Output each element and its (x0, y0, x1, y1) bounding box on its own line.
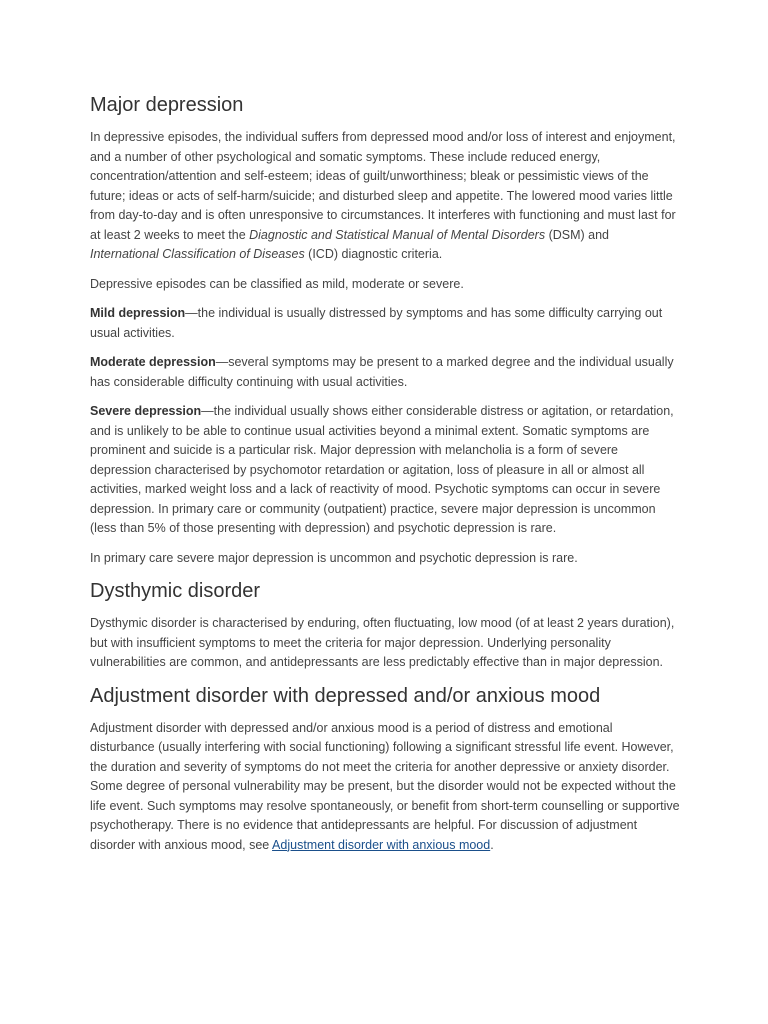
text-span: (DSM) and (545, 227, 610, 242)
italic-icd-title: International Classification of Diseases (90, 247, 305, 261)
paragraph-moderate (90, 353, 680, 392)
italic-dsm-title: Diagnostic and Statistical Manual of Mental Disorders (249, 227, 546, 242)
paragraph-mild (90, 304, 680, 343)
term-severe-depression: Severe depression (90, 404, 202, 418)
paragraph-dysthymic: Dysthymic disorder is characterised by enduring, often fluctuating, low mood (of at least 2 years duration), but with insufficient symptoms to meet the criteria for major depression. Underlying personality vulnerabilities are common, and antidepressants are less predictably effective than in major depression. (90, 616, 675, 669)
text-span: —the individual usually shows either considerable distress or agitation, or retardation, and is unlikely to be able to continue usual activities beyond a minimal extent. Somatic symptoms are prominent and suicide is a particular risk. Major depression with melancholia is a form of severe depression characterised by psychomotor retardation or agitation, loss of pleasure in all or almost all activities, marked weight loss and a lack of reactivity of mood. Psychotic symptoms can occur in severe depression. In primary care or community (outpatient) practice, severe major depression is uncommon (less than 5% of those presenting with depression) and psychotic depression is rare. (90, 404, 674, 535)
document-content (90, 92, 680, 865)
heading-major-depression: Major depression (90, 94, 244, 116)
heading-dysthymic-disorder: Dysthymic disorder (90, 580, 261, 602)
term-moderate-depression: Moderate depression (90, 355, 216, 369)
text-span: (ICD) diagnostic criteria. (304, 247, 443, 261)
paragraph-major-intro (90, 128, 680, 265)
term-mild-depression: Mild depression (90, 306, 186, 320)
paragraph-primary-care: In primary care severe major depression is uncommon and psychotic depression is rare. (90, 550, 578, 565)
paragraph-severe (90, 402, 680, 539)
paragraph-adjustment (90, 719, 680, 856)
text-span: Adjustment disorder with depressed and/or anxious mood is a period of distress and emotional disturbance (usually interfering with social functioning) following a significant stressful life event. However, the duration and severity of symptoms do not meet the criteria for another depressive or anxiety disorder. Some degree of personal vulnerability may be present, but the disorder would not be expected without the life event. Such symptoms may resolve spontaneously, or benefit from short-term counselling or supportive psychotherapy. There is no evidence that antidepressants are helpful. For discussion of adjustment disorder with anxious mood, see (90, 720, 680, 852)
heading-adjustment-disorder: Adjustment disorder with depressed and/or anxious mood (90, 684, 601, 707)
text-span: —several symptoms may be present to a marked degree and the individual usually has considerable difficulty continuing with usual activities. (90, 355, 674, 389)
text-span: —the individual is usually distressed by symptoms and has some difficulty carrying out usual activities. (90, 306, 663, 340)
text-span: . (490, 837, 494, 852)
adjustment-disorder-link[interactable]: Adjustment disorder with anxious mood (272, 837, 491, 852)
paragraph-classification: Depressive episodes can be classified as mild, moderate or severe. (90, 276, 464, 291)
text-span: In depressive episodes, the individual suffers from depressed mood and/or loss of interest and enjoyment, and a number of other psychological and somatic symptoms. These include reduced energy, concentration/attention and self-esteem; ideas of guilt/unworthiness; bleak or pessimistic views of the future; ideas or acts of self-harm/suicide; and disturbed sleep and appetite. The lowered mood varies little from day-to-day and is often unresponsive to circumstances. It interferes with functioning and must last for at least 2 weeks to meet the (90, 130, 676, 242)
